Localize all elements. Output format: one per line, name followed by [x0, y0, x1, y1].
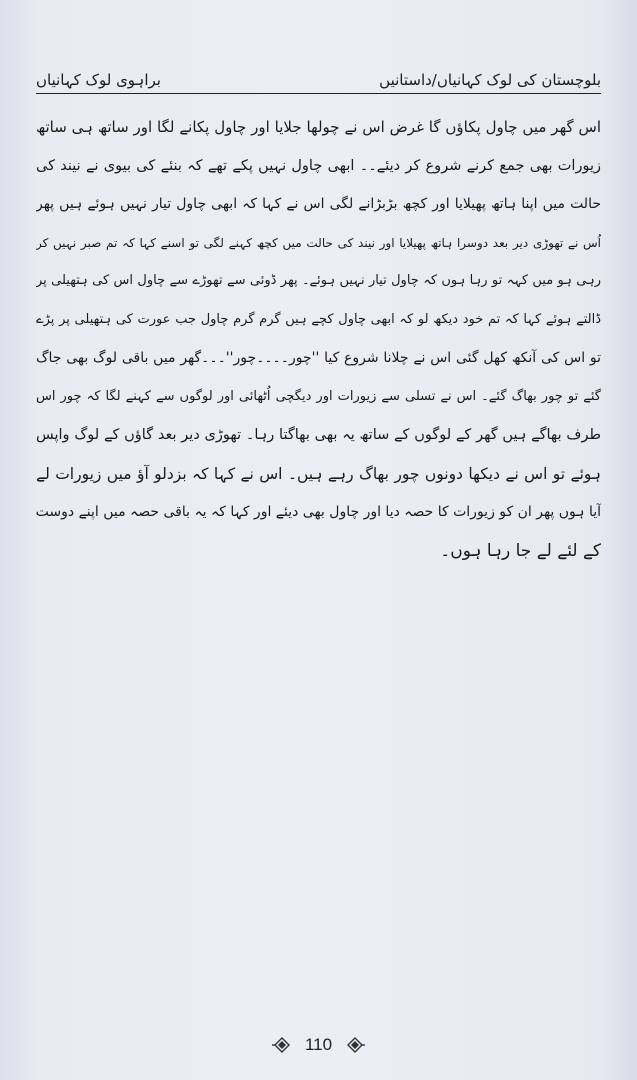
text-line: کے لئے لے جا رہا ہوں۔	[440, 540, 601, 561]
right-ornament-icon	[344, 1034, 366, 1056]
page-footer	[0, 1030, 637, 1060]
text-line: اُس نے تھوڑی دیر بعد دوسرا ہاتھ پھیلایا اور نیند کی حالت میں کچھ کہنے لگی تو اسنے کہا کہ تم صبر نہیں کر	[36, 235, 601, 250]
text-line: ڈالتے ہوئے کہا کہ تم خود دیکھ لو کہ ابھی چاول کچے ہیں گرم گرم چاول جب عورت کی ہتھیلی پر پڑے	[36, 311, 601, 327]
page-number: 110	[304, 1035, 333, 1054]
body-text	[36, 108, 601, 570]
text-line: طرف بھاگے ہیں گھر کے لوگوں کے ساتھ یہ بھی بھاگتا رہا۔ تھوڑی دیر بعد گاؤں کے لوگ واپس	[36, 427, 601, 443]
left-ornament-icon	[271, 1034, 293, 1056]
text-line: آیا ہوں پھر ان کو زیورات کا حصہ دیا اور چاول بھی دیئے اور کہا کہ یہ باقی حصہ میں اپنے دوست	[36, 504, 601, 520]
running-header	[36, 58, 601, 88]
text-line: رہی ہو میں کہہ تو رہا ہوں کہ چاول تیار نہیں ہوئے۔ پھر ڈوئی سے تھوڑے سے چاول اس کی ہتھیلی پر	[36, 273, 601, 288]
text-line: حالت میں اپنا ہاتھ پھیلایا اور کچھ بڑبڑانے لگی اس نے کہا کہ ابھی چاول تیار نہیں ہوئے ہیں پھر	[36, 196, 601, 212]
text-line: تو اس کی آنکھ کھل گئی اس نے چلانا شروع کیا ''چور۔۔۔۔چور''۔۔۔گھر میں باقی لوگ بھی جاگ	[36, 350, 601, 366]
text-line: اس گھر میں چاول پکاؤں گا غرض اس نے چولھا جلایا اور چاول پکانے لگا اور ساتھ ہی ساتھ	[36, 118, 601, 136]
header-book-title: بلوچستان کی لوک کہانیاں/داستانیں	[379, 71, 601, 89]
text-line: زیورات بھی جمع کرنے شروع کر دیئے۔۔ ابھی چاول نہیں پکے تھے کہ بنئے کی بیوی نے نیند کی	[36, 157, 601, 174]
text-line: گئے تو چور بھاگ گئے۔ اس نے تسلی سے زیورات اور دیگچی اُٹھائی اور لوگوں سے کہنے لگا کہ چور اس	[36, 388, 601, 404]
text-line: ہوئے تو اس نے دیکھا دونوں چور بھاگ رہے ہیں۔ اس نے کہا کہ بزدلو آؤ میں زیورات لے	[36, 464, 601, 483]
header-rule	[36, 93, 601, 94]
header-section-title: براہوی لوک کہانیاں	[36, 71, 161, 89]
